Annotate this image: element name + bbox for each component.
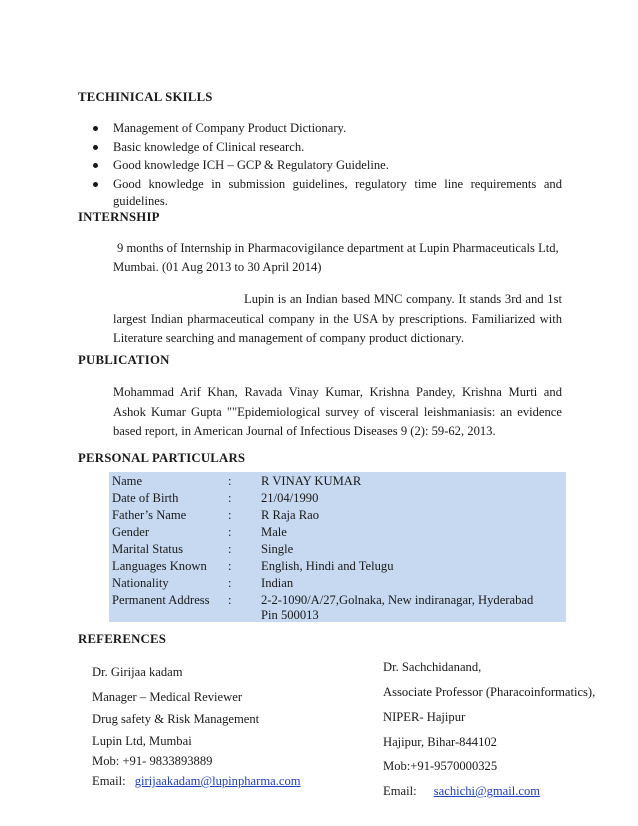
list-item — [92, 139, 562, 157]
publication-text: Mohammad Arif Khan, Ravada Vinay Kumar, Krishna Pandey, Krishna Murti and Ashok Kumar Gupta ""Epidemiological survey of visceral leishmaniasis: an evidence based report, in American Journal of Infectious Diseases 9 (2): 59-62, 2013. — [113, 385, 562, 438]
row-label: Name — [112, 474, 143, 488]
table-row — [109, 473, 566, 490]
row-colon: : — [228, 542, 232, 556]
bullet-icon — [93, 145, 98, 150]
table-row — [109, 558, 566, 575]
table-row — [109, 541, 566, 558]
table-row — [109, 575, 566, 592]
ref2-dept: NIPER- Hajipur — [383, 710, 466, 724]
list-item — [92, 120, 562, 138]
table-row — [109, 507, 566, 524]
personal-particulars-heading: PERSONAL PARTICULARS — [78, 451, 246, 465]
ref1-email-row — [92, 773, 301, 790]
ref1-email-label: Email: — [92, 774, 126, 788]
skill-text: Management of Company Product Dictionary. — [113, 121, 347, 135]
skill-text: Good knowledge ICH – GCP & Regulatory Guideline. — [113, 158, 389, 172]
ref2-email-link[interactable]: sachichi@gmail.com — [433, 784, 541, 798]
row-colon: : — [228, 559, 232, 573]
ref2-mobile: Mob:+91-9570000325 — [383, 759, 498, 773]
skill-text: Basic knowledge of Clinical research. — [113, 139, 305, 154]
row-label: Marital Status — [112, 542, 184, 556]
row-colon: : — [228, 508, 232, 522]
ref2-title: Associate Professor (Pharacoinformatics), — [383, 685, 596, 699]
address-line-2: Pin 500013 — [261, 608, 319, 622]
ref1-title: Manager – Medical Reviewer — [92, 690, 243, 704]
row-value: R VINAY KUMAR — [261, 474, 362, 488]
row-value: Indian — [261, 576, 294, 590]
list-item — [92, 157, 562, 175]
ref1-dept: Drug safety & Risk Management — [92, 712, 260, 726]
list-item — [92, 176, 562, 211]
row-label: Nationality — [112, 576, 169, 590]
row-colon: : — [228, 525, 232, 539]
internship-line-2: Mumbai. (01 Aug 2013 to 30 April 2014) — [113, 260, 322, 274]
row-colon: : — [228, 593, 232, 607]
row-value: Single — [261, 542, 294, 556]
ref1-mobile: Mob: +91- 9833893889 — [92, 754, 213, 768]
ref1-email-link[interactable]: girijaakadam@lupinpharma.com — [134, 774, 301, 788]
row-colon: : — [228, 474, 232, 488]
references-heading: REFERENCES — [78, 632, 167, 646]
row-label: Permanent Address — [112, 593, 210, 607]
skill-text: Good knowledge in submission guidelines, regulatory time line requirements and guidelines. — [113, 176, 562, 208]
bullet-icon — [93, 126, 98, 131]
row-label: Gender — [112, 525, 150, 539]
row-label: Date of Birth — [112, 491, 179, 505]
bullet-icon — [93, 182, 98, 187]
ref2-email-row — [383, 783, 540, 800]
internship-line-1: 9 months of Internship in Pharmacovigilance department at Lupin Pharmaceuticals Ltd, — [117, 241, 559, 255]
row-value: R Raja Rao — [261, 508, 320, 522]
row-value: Male — [261, 525, 287, 539]
ref2-email-label: Email: — [383, 784, 417, 798]
internship-description: Lupin is an Indian based MNC company. It stands 3rd and 1st largest Indian pharmaceutical company in the USA by prescriptions. Familiarized with Literature searching and management of company product dictionary. — [113, 292, 562, 345]
internship-heading: INTERNSHIP — [78, 210, 160, 224]
row-colon: : — [228, 576, 232, 590]
table-row — [109, 490, 566, 507]
row-value: 2-2-1090/A/27,Golnaka, New indiranagar, Hyderabad — [261, 593, 534, 607]
table-row — [109, 524, 566, 541]
technical-skills-list — [92, 120, 562, 212]
row-value: English, Hindi and Telugu — [261, 559, 394, 573]
row-colon: : — [228, 491, 232, 505]
ref1-company: Lupin Ltd, Mumbai — [92, 734, 192, 748]
ref2-location: Hajipur, Bihar-844102 — [383, 735, 497, 749]
table-row — [109, 607, 566, 624]
ref1-name: Dr. Girijaa kadam — [92, 665, 183, 679]
row-value: 21/04/1990 — [261, 491, 319, 505]
technical-skills-heading: TECHINICAL SKILLS — [78, 90, 213, 104]
ref2-name: Dr. Sachchidanand, — [383, 660, 482, 674]
publication-heading: PUBLICATION — [78, 353, 170, 367]
bullet-icon — [93, 163, 98, 168]
personal-particulars-table — [109, 472, 566, 622]
row-label: Father’s Name — [112, 508, 187, 522]
row-label: Languages Known — [112, 559, 207, 573]
